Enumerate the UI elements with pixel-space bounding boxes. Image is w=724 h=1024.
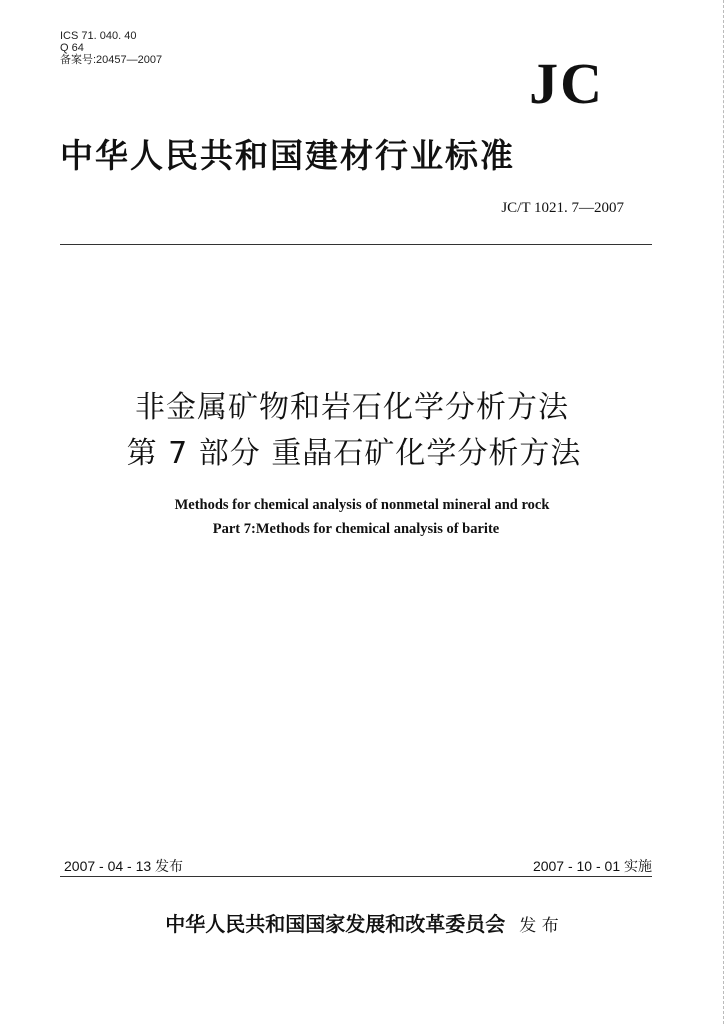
publish-date: 2007 - 04 - 13 发布 xyxy=(64,858,184,874)
english-title-line1: Methods for chemical analysis of nonmetal mineral and rock xyxy=(174,497,550,513)
issuer-name: 中华人民共和国国家发展和改革委员会 xyxy=(165,912,506,936)
authority-title: 中华人民共和国建材行业标准 xyxy=(60,136,515,175)
chinese-title-line2: 第 7 部分 重晶石矿化学分析方法 xyxy=(126,436,582,471)
standard-number: JC/T 1021. 7—2007 xyxy=(501,200,624,216)
classification-code: Q 64 xyxy=(60,42,84,54)
issuer-line xyxy=(0,908,724,937)
filing-number: 备案号:20457—2007 xyxy=(60,54,163,66)
english-title-line2: Part 7:Methods for chemical analysis of barite xyxy=(212,521,500,537)
header-divider xyxy=(60,244,652,245)
chinese-title-line1: 非金属矿物和岩石化学分析方法 xyxy=(135,390,569,425)
ics-code: ICS 71. 040. 40 xyxy=(60,30,137,42)
footer-divider xyxy=(60,876,652,877)
header-metadata xyxy=(60,30,162,66)
jc-logo: JC xyxy=(529,51,604,116)
implement-date: 2007 - 10 - 01 实施 xyxy=(532,858,652,874)
issuer-suffix: 发 布 xyxy=(519,916,559,936)
